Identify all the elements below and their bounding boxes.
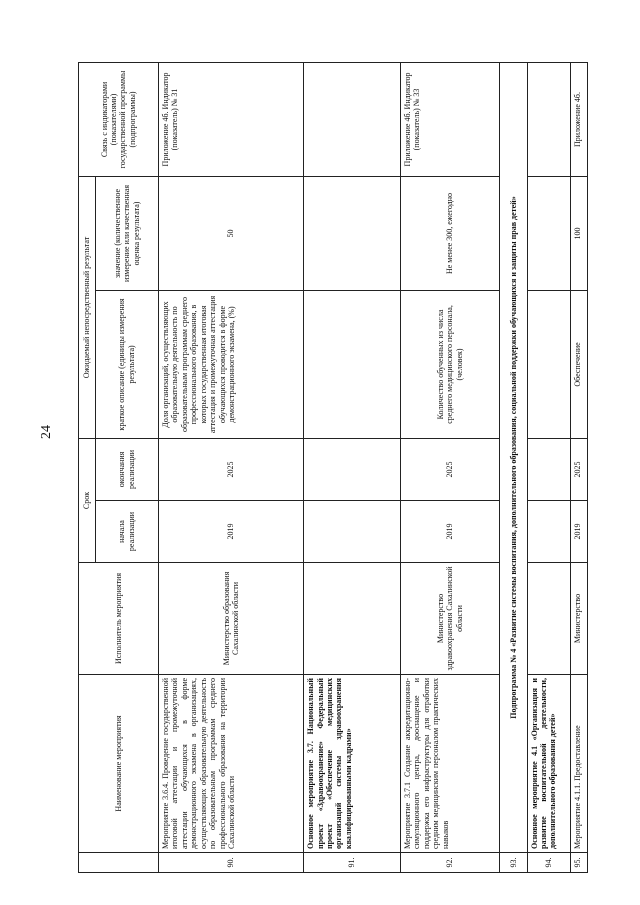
header-executor: Исполнитель мероприятия <box>79 563 159 675</box>
header-end: окончания реализации <box>95 438 158 500</box>
header-result: Ожидаемый непосредственный результат <box>79 176 96 438</box>
activity-executor: Министерство здравоохранения Сахалинской области <box>400 563 499 675</box>
table-row <box>527 62 571 872</box>
header-number <box>79 853 159 873</box>
indicator-link: Приложение 4б. Индикатор (показатель) № 33 <box>400 62 499 176</box>
table-row <box>400 62 499 872</box>
header-desc: краткое описание (единицы измерения результата) <box>95 290 158 438</box>
result-value: Не менее 300, ежегодно <box>400 176 499 290</box>
result-desc: Количество обученных из числа среднего медицинского персонала, (человек) <box>400 290 499 438</box>
header-name: Наименование мероприятия <box>79 675 159 853</box>
row-number: 91. <box>304 853 401 873</box>
table-row <box>499 62 527 872</box>
activity-end: 2025 <box>158 438 303 500</box>
table-row <box>158 62 303 872</box>
row-number: 93. <box>499 853 527 873</box>
activity-name: Основное мероприятие 3.7. Национальный проект «Здравоохранение» Федеральный проект «Обеспечение медицинских организаций системы здравоохранения квалифицированными кадрами» <box>304 675 401 853</box>
result-value: 50 <box>158 176 303 290</box>
row-number: 92. <box>400 853 499 873</box>
result-desc: Доля организаций, осуществляющих образовательную деятельность по образовательным программам среднего профессионального образования, в которых государственная итоговая аттестация и промежуточная аттестация обучающихся проводится в форме демонстрационного экзамена, (%) <box>158 290 303 438</box>
result-value: 100 <box>571 176 588 290</box>
activity-start: 2019 <box>400 501 499 563</box>
activity-executor: Министерство образования Сахалинской области <box>158 563 303 675</box>
header-term: Срок <box>79 438 96 562</box>
indicator-link: Приложение 4б. Индикатор (показатель) № 31 <box>158 62 303 176</box>
activity-end: 2025 <box>400 438 499 500</box>
header-value: значение (количественное измерение или качественная оценка результата) <box>95 176 158 290</box>
activity-start: 2019 <box>158 501 303 563</box>
activity-name: Мероприятие 4.1.1. Предоставление <box>571 675 588 853</box>
activity-name: Основное мероприятие 4.1 «Организация и развитие воспитательной деятельности, дополнительного образования детей» <box>527 675 571 853</box>
activity-name: Мероприятие 3.6.4. Проведение государственной итоговой аттестации и промежуточной аттестации обучающихся в форме демонстрационного экзамена в организациях, осуществляющих образовательную деятельность по образовательным программам среднего профессионального образования на территории Сахалинской области <box>158 675 303 853</box>
indicator-link: Приложение 4б. <box>571 62 588 176</box>
activity-end: 2025 <box>571 438 588 500</box>
activity-executor: Министерство <box>571 563 588 675</box>
row-number: 94. <box>527 853 571 873</box>
header-link: Связь с индикаторами (показателями) государственной программы (подпрограммы) <box>79 62 159 176</box>
activity-start: 2019 <box>571 501 588 563</box>
page-number: 24 <box>39 425 54 439</box>
row-number: 95. <box>571 853 588 873</box>
rotated-page <box>78 63 588 873</box>
activity-name: Мероприятие 3.7.1 Создание аккредитационно-симуляционного центра, дооснащение и поддержка его инфраструктуры для отработки средним медицинским персоналом практических навыков <box>400 675 499 853</box>
program-activities-table <box>78 62 588 873</box>
result-desc: Обеспечение <box>571 290 588 438</box>
table-row <box>571 62 588 872</box>
subprogram-title: Подпрограмма № 4 «Развитие системы воспитания, дополнительного образования, социальной поддержки обучающихся и защиты прав детей» <box>499 62 527 852</box>
table-row <box>304 62 401 872</box>
row-number: 90. <box>158 853 303 873</box>
header-start: начала реализации <box>95 501 158 563</box>
